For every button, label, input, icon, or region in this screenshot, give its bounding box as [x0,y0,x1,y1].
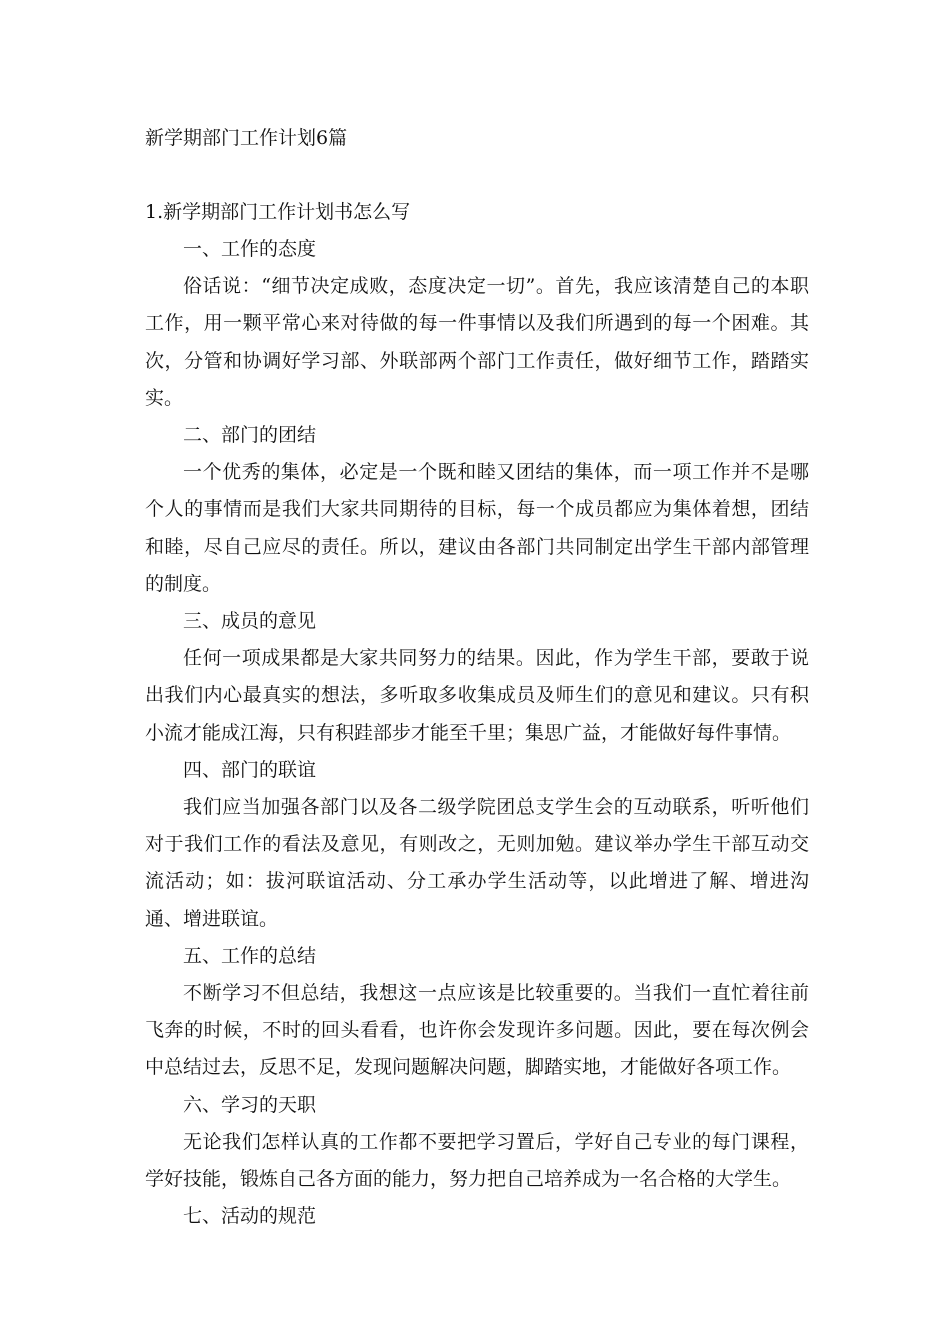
document-title: 新学期部门工作计划6篇 [145,127,348,149]
section-title: 1.新学期部门工作计划书怎么写 [145,201,411,223]
subheading-study: 六、学习的天职 [183,1093,317,1116]
subheading-attitude: 一、工作的态度 [183,238,317,260]
subheading-unity: 二、部门的团结 [183,424,317,447]
subheading-summary: 五、工作的总结 [183,944,317,967]
paragraph-unity: 一个优秀的集体，必定是一个既和睦又团结的集体，而一项工作并不是哪个人的事情而是我们大家共同期待的目标，每一个成员都应为集体着想，团结和睦，尽自己应尽的责任。所以，建议由各部门共同制定出学生干部内部管理的制度。 [145,461,809,595]
paragraph-fellowship: 我们应当加强各部门以及各二级学院团总支学生会的互动联系，听听他们对于我们工作的看法及意见，有则改之，无则加勉。建议举办学生干部互动交流活动；如：拔河联谊活动、分工承办学生活动等，以此增进了解、增进沟通、增进联谊。 [145,796,809,930]
paragraph-study: 无论我们怎样认真的工作都不要把学习置后，学好自己专业的每门课程，学好技能，锻炼自己各方面的能力，努力把自己培养成为一名合格的大学生。 [145,1130,809,1191]
document-body [145,231,809,1235]
subheading-opinions: 三、成员的意见 [183,610,317,633]
paragraph-opinions: 任何一项成果都是大家共同努力的结果。因此，作为学生干部，要敢于说出我们内心最真实的想法，多听取多收集成员及师生们的意见和建议。只有积小流才能成江海，只有积跬部步才能至千里；集思广益，才能做好每件事情。 [145,647,809,744]
paragraph-attitude: 俗话说：“细节决定成败，态度决定一切”。首先，我应该清楚自己的本职工作，用一颗平常心来对待做的每一件事情以及我们所遇到的每一个困难。其次，分管和协调好学习部、外联部两个部门工作责任，做好细节工作，踏踏实实。 [145,275,809,409]
paragraph-summary: 不断学习不但总结，我想这一点应该是比较重要的。当我们一直忙着往前飞奔的时候，不时的回头看看，也许你会发现许多问题。因此，要在每次例会中总结过去，反思不足，发现问题解决问题，脚踏实地，才能做好各项工作。 [145,982,809,1079]
subheading-activities: 七、活动的规范 [183,1205,317,1228]
subheading-fellowship: 四、部门的联谊 [183,758,317,781]
